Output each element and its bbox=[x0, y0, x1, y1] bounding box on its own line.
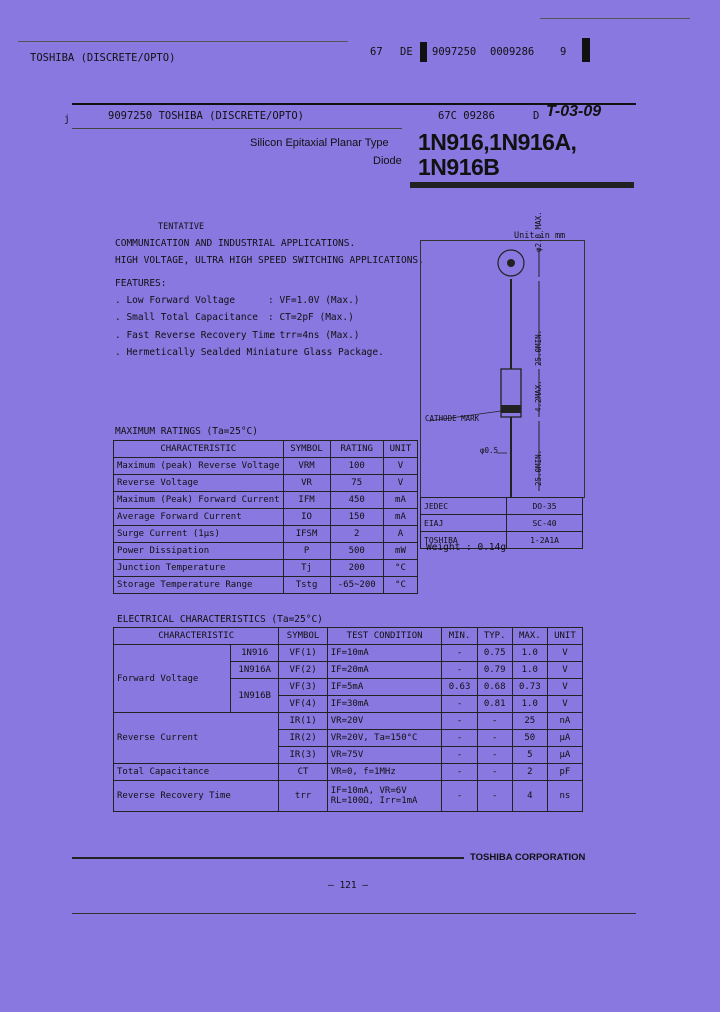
package-row bbox=[421, 498, 583, 515]
cell: IR(2) bbox=[279, 730, 327, 747]
cell: - bbox=[442, 747, 477, 764]
package-weight: Weight : 0.14g bbox=[426, 542, 507, 553]
cell: Power Dissipation bbox=[114, 543, 284, 560]
cell: - bbox=[477, 747, 512, 764]
cell: - bbox=[442, 764, 477, 781]
cell: μA bbox=[547, 747, 582, 764]
cell: μA bbox=[547, 730, 582, 747]
table-row bbox=[114, 492, 418, 509]
header-code-67: 67 bbox=[370, 46, 383, 58]
cell: - bbox=[477, 713, 512, 730]
column-header: CHARACTERISTIC bbox=[114, 441, 284, 458]
cell: - bbox=[442, 645, 477, 662]
test-condition-line-2: RL=100Ω, Irr=1mA bbox=[330, 796, 418, 806]
cell: 50 bbox=[512, 730, 547, 747]
dim-lead-bottom: 25.0MIN. bbox=[534, 449, 543, 486]
bottom-rule bbox=[72, 913, 636, 914]
package-value: 1-2A1A bbox=[507, 532, 583, 549]
cell: IF=20mA bbox=[327, 662, 442, 679]
column-header: UNIT bbox=[547, 628, 582, 645]
footer-corporation: TOSHIBA CORPORATION bbox=[470, 852, 586, 863]
column-header: TYP. bbox=[477, 628, 512, 645]
column-header: SYMBOL bbox=[279, 628, 327, 645]
column-header: CHARACTERISTIC bbox=[114, 628, 279, 645]
header-code-3: 9 bbox=[560, 46, 567, 58]
cell: pF bbox=[547, 764, 582, 781]
cell: 2 bbox=[512, 764, 547, 781]
table-row bbox=[114, 475, 418, 492]
header-block-mark-2 bbox=[582, 38, 590, 62]
cathode-mark-label: CATHODE MARK bbox=[425, 414, 480, 423]
cell: - bbox=[442, 781, 477, 812]
cell: VF(2) bbox=[279, 662, 327, 679]
header-de: DE bbox=[400, 46, 413, 58]
cell: Reverse Recovery Time bbox=[114, 781, 279, 812]
doc-d: D bbox=[533, 110, 540, 122]
cell: ns bbox=[547, 781, 582, 812]
application-line-1: COMMUNICATION AND INDUSTRIAL APPLICATIONS. bbox=[115, 238, 356, 249]
cell: IF=5mA bbox=[327, 679, 442, 696]
test-condition-line-1: IF=10mA, VR=6V bbox=[330, 786, 407, 796]
table-row bbox=[114, 645, 583, 662]
cell: P bbox=[283, 543, 330, 560]
cell: 100 bbox=[330, 458, 383, 475]
header-code-1: 9097250 bbox=[432, 46, 477, 58]
table-row bbox=[114, 764, 583, 781]
dim-lead-diameter: φ0.5 bbox=[480, 446, 499, 455]
cell: VR bbox=[283, 475, 330, 492]
table-row bbox=[114, 577, 418, 594]
cell: V bbox=[547, 696, 582, 713]
table-header-row bbox=[114, 441, 418, 458]
cell: -65~200 bbox=[330, 577, 383, 594]
feature-label: . Small Total Capacitance bbox=[115, 312, 258, 323]
part-number-line1: 1N916,1N916A, bbox=[418, 129, 577, 155]
cell: 25 bbox=[512, 713, 547, 730]
cell: IR(3) bbox=[279, 747, 327, 764]
cell: 200 bbox=[330, 560, 383, 577]
cell: - bbox=[477, 781, 512, 812]
package-row bbox=[421, 515, 583, 532]
cell: 75 bbox=[330, 475, 383, 492]
type-description: Silicon Epitaxial Planar Type bbox=[250, 137, 389, 149]
cell: Junction Temperature bbox=[114, 560, 284, 577]
cell: - bbox=[442, 713, 477, 730]
column-header: UNIT bbox=[383, 441, 417, 458]
column-header: MAX. bbox=[512, 628, 547, 645]
header-manufacturer: TOSHIBA (DISCRETE/OPTO) bbox=[30, 52, 176, 64]
cell: 0.79 bbox=[477, 662, 512, 679]
cell: - bbox=[477, 764, 512, 781]
cell: VF(4) bbox=[279, 696, 327, 713]
column-header: RATING bbox=[330, 441, 383, 458]
cell: Total Capacitance bbox=[114, 764, 279, 781]
cell: 0.75 bbox=[477, 645, 512, 662]
handwritten-code: T-03-09 bbox=[546, 103, 602, 120]
unit-label: Unit in mm bbox=[514, 231, 566, 241]
cell: VR=75V bbox=[327, 747, 442, 764]
diode-outline-svg bbox=[421, 241, 584, 497]
doc-reference: 9097250 TOSHIBA (DISCRETE/OPTO) bbox=[108, 110, 304, 122]
cell: Reverse Voltage bbox=[114, 475, 284, 492]
max-ratings-table bbox=[113, 440, 418, 594]
cell: Tj bbox=[283, 560, 330, 577]
cell: - bbox=[442, 696, 477, 713]
cell: Storage Temperature Range bbox=[114, 577, 284, 594]
table-row bbox=[114, 543, 418, 560]
cell: 2 bbox=[330, 526, 383, 543]
column-header: TEST CONDITION bbox=[327, 628, 442, 645]
table-row bbox=[114, 526, 418, 543]
cell: - bbox=[442, 730, 477, 747]
cell: VR=20V, Ta=150°C bbox=[327, 730, 442, 747]
cell: 1.0 bbox=[512, 696, 547, 713]
cell: 0.68 bbox=[477, 679, 512, 696]
package-drawing bbox=[420, 240, 585, 498]
footer-rule bbox=[72, 857, 464, 859]
cell bbox=[327, 781, 442, 812]
feature-value: : VF=1.0V (Max.) bbox=[268, 295, 360, 306]
cell: IF=30mA bbox=[327, 696, 442, 713]
feature-label: . Hermetically Sealded Miniature Glass Package. bbox=[115, 347, 384, 358]
cell: Surge Current (1μs) bbox=[114, 526, 284, 543]
part-number-line2: 1N916B bbox=[418, 154, 500, 180]
device-kind: Diode bbox=[373, 155, 402, 167]
cell: VR=20V bbox=[327, 713, 442, 730]
cell: 0.73 bbox=[512, 679, 547, 696]
cell: Reverse Current bbox=[114, 713, 279, 764]
cell: 5 bbox=[512, 747, 547, 764]
cell: 1.0 bbox=[512, 645, 547, 662]
tentative-label: TENTATIVE bbox=[158, 222, 205, 232]
cell: V bbox=[547, 645, 582, 662]
page-number: — 121 — bbox=[328, 880, 369, 891]
cell: VF(3) bbox=[279, 679, 327, 696]
dim-diameter: φ2.0 MAX. bbox=[534, 211, 543, 252]
table-header-row bbox=[114, 628, 583, 645]
cell: 450 bbox=[330, 492, 383, 509]
cell: 1N916 bbox=[231, 645, 279, 662]
max-ratings-title: MAXIMUM RATINGS (Ta=25°C) bbox=[115, 426, 258, 437]
cell: Maximum (peak) Reverse Voltage bbox=[114, 458, 284, 475]
cell: - bbox=[442, 662, 477, 679]
cell: mA bbox=[383, 509, 417, 526]
package-key: TOSHIBA bbox=[421, 532, 507, 549]
cell: Maximum (Peak) Forward Current bbox=[114, 492, 284, 509]
column-header: MIN. bbox=[442, 628, 477, 645]
table-row bbox=[114, 560, 418, 577]
cell: 4 bbox=[512, 781, 547, 812]
column-header: SYMBOL bbox=[283, 441, 330, 458]
header-block-mark bbox=[420, 42, 427, 62]
cell: 0.81 bbox=[477, 696, 512, 713]
cell: °C bbox=[383, 577, 417, 594]
cell: IFSM bbox=[283, 526, 330, 543]
table-row bbox=[114, 781, 583, 812]
cell: V bbox=[383, 458, 417, 475]
cell: VR=0, f=1MHz bbox=[327, 764, 442, 781]
package-key: JEDEC bbox=[421, 498, 507, 515]
table-row bbox=[114, 713, 583, 730]
elec-char-table bbox=[113, 627, 583, 812]
cell: V bbox=[547, 679, 582, 696]
cell: 1.0 bbox=[512, 662, 547, 679]
package-value: SC-40 bbox=[507, 515, 583, 532]
feature-value: : trr=4ns (Max.) bbox=[268, 330, 360, 341]
cell: 500 bbox=[330, 543, 383, 560]
cell: - bbox=[477, 730, 512, 747]
cell: V bbox=[383, 475, 417, 492]
cell: 150 bbox=[330, 509, 383, 526]
doc-code: 67C 09286 bbox=[438, 110, 495, 122]
cell: VF(1) bbox=[279, 645, 327, 662]
cell: 1N916A bbox=[231, 662, 279, 679]
cell: Tstg bbox=[283, 577, 330, 594]
cell: VRM bbox=[283, 458, 330, 475]
cell: 0.63 bbox=[442, 679, 477, 696]
cell: V bbox=[547, 662, 582, 679]
application-line-2: HIGH VOLTAGE, ULTRA HIGH SPEED SWITCHING APPLICATIONS. bbox=[115, 255, 424, 266]
cell: IF=10mA bbox=[327, 645, 442, 662]
cell: mA bbox=[383, 492, 417, 509]
dim-lead-top: 25.0MIN. bbox=[534, 329, 543, 366]
table-row bbox=[114, 509, 418, 526]
cell: nA bbox=[547, 713, 582, 730]
feature-value: : CT=2pF (Max.) bbox=[268, 312, 354, 323]
cell: trr bbox=[279, 781, 327, 812]
dim-body: 4.2MAX. bbox=[534, 380, 543, 412]
package-key: EIAJ bbox=[421, 515, 507, 532]
feature-label: . Fast Reverse Recovery Time bbox=[115, 330, 276, 341]
package-value: DO-35 bbox=[507, 498, 583, 515]
features-title: FEATURES: bbox=[115, 278, 167, 289]
cell: mW bbox=[383, 543, 417, 560]
margin-j: j bbox=[64, 114, 70, 125]
title-bar-rule bbox=[410, 182, 634, 188]
cell: °C bbox=[383, 560, 417, 577]
table-row bbox=[114, 458, 418, 475]
cell: Forward Voltage bbox=[114, 645, 231, 713]
header-code-2: 0009286 bbox=[490, 46, 535, 58]
cell: IR(1) bbox=[279, 713, 327, 730]
cell: Average Forward Current bbox=[114, 509, 284, 526]
cell: IFM bbox=[283, 492, 330, 509]
cell: IO bbox=[283, 509, 330, 526]
cell: 1N916B bbox=[231, 679, 279, 713]
cell: CT bbox=[279, 764, 327, 781]
feature-label: . Low Forward Voltage bbox=[115, 295, 236, 306]
cell: A bbox=[383, 526, 417, 543]
elec-char-title: ELECTRICAL CHARACTERISTICS (Ta=25°C) bbox=[117, 614, 323, 625]
